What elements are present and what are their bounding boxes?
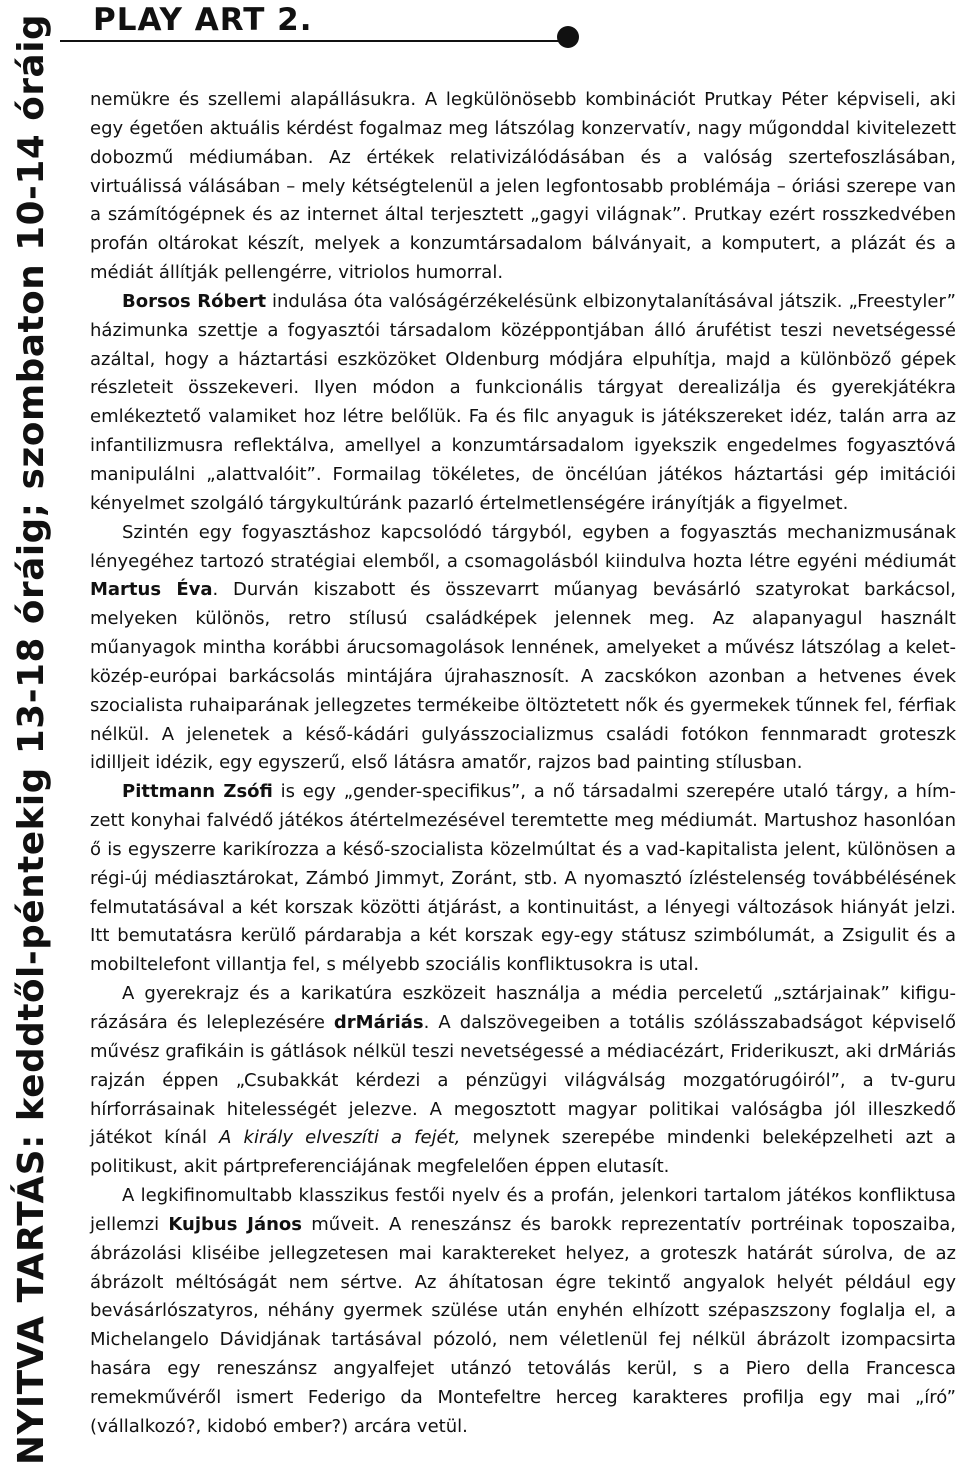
paragraph-6: A legkifinomultabb klasszikus festői nyelv és a profán, jelenkori tartalom játékos konfliktusa jellemzi Kujbus János műveit. A reneszánsz és barokk reprezentatív portréinak toposzaiba, ábrázolási kliséibe jellegzetesen mai karaktereket helyez, a groteszk határát súrolva, de az ábrázolt méltóságát nem sértve. Az áhítatosan égre tekintő angyalok helyét például egy bevásárlószatyros, néhány gyermek szülése után enyhén elhízott szépaszszony foglalja el, a Michelangelo Dávidjának tartásával pózoló, nem véletlenül fej nélkül ábrázolt izompacsirta hasára egy reneszánsz angyalfejet utánzó tetoválás kerül, s a Piero della Francesca remekművéről ismert Federigo da Montefeltre herceg karakteres profilja egy mai „író” (vállalkozó?, kidobó ember?) arcára vetül.: [90, 1185, 956, 1437]
artwork-title: A király elveszíti a fejét,: [219, 1127, 461, 1149]
paragraph-1: nemükre és szellemi alapállásukra. A legkülönösebb kombinációt Prutkay Péter képviseli, aki egy égetően aktuális kérdést fogalmaz meg látszólag konzervatív, nagy műgonddal kivitelezett dobozmű médiumában. Az értékek relativizálódásában és a valóság szertefoszlásában, virtuálissá válásában – mely kétségtelenül a jelen legfontosabb problémája – óriási szerepe van a számítógépnek és az internet által terjesztett „gagyi világnak”. Prutkay ezért rosszkedvében profán oltárokat készít, melyek a konzumtársadalom bálványait, a komputert, a plázát és a médiát állítják pellengérre, vitriolos humorral.: [90, 89, 956, 284]
header-rule: [60, 40, 568, 42]
artist-name: Kujbus János: [168, 1213, 302, 1235]
paragraph-3: Szintén egy fogyasztáshoz kapcsolódó tárgyból, egyben a fogyasztás mechanizmusának lényegéhez tartozó stratégiai elemből, a csomagolásból kiindulva hozta létre egyéni médiumát Martus Éva. Durván kiszabott és összevarrt műanyag bevásárló szatyrokat barkácsol, melyeken különös, retro stílusú családképek jelennek meg. Az alapanyagul használt műanyagok mintha korábbi árucsomagolások lennének, amelyeket a művész látszólag a kelet-közép-európai barkácsolás mintájára újrahasznosít. A zacskókon azonban a hetvenes évek szocialista ruhaiparának jellegzetes termékeibe öltöztetett nők és gyermekek tűnnek fel, férfiak nélkül. A jelenetek a késő-kádári gulyásszocializmus családi fotókon fennmaradt groteszk idilljeit idézik, egy egyszerű, első látásra amatőr, rajzos bad painting stílusban.: [90, 521, 956, 774]
article-body: [90, 86, 956, 1442]
paragraph-4: Pittmann Zsófi is egy „gender-specifikus”, a nő társadalmi szerepére utaló tárgy, a hímzett konyhai falvédő játékos átértelmezésével teremtette meg médiumát. Martushoz hasonlóan ő is egyszerre karikírozza a késő-szocialista közelmúltat és a vad-kapitalista jelent, különösen a régi-új médiasztárokat, Zámbó Jimmyt, Zoránt, stb. A nyomasztó ízléstelenség továbbélésének felmutatásával a két korszak közötti átjárást, a kontinuitást, a lényegi változások hiányát jelzi. Itt bemutatásra kerülő párdarabja a két korszak egy-egy státusz szimbólumát, a Zsigulit és a mobiltelefont villantja fel, s mélyebb szociális konfliktusokra is utal.: [90, 781, 956, 976]
artist-name: Borsos Róbert: [122, 290, 267, 312]
artist-name: drMáriás: [333, 1012, 424, 1033]
artist-name: Martus Éva: [90, 579, 213, 601]
side-banner: [0, 0, 60, 1473]
header-dot: [557, 26, 579, 48]
opening-hours-banner: NYITVA TARTÁS: keddtől-péntekig 13-18 óráig; szombaton 10-14 óráig: [11, 13, 52, 1465]
artist-name: Pittmann Zsófi: [122, 781, 273, 803]
paragraph-2: Borsos Róbert indulása óta valóságérzékelésünk elbizonytalanításával játszik. „Freestyler” házimunka szettje a fogyasztói társadalom középpontjában álló árufétist teszi nevetségessé azáltal, hogy a háztartási eszközöket Oldenburg módjára elpuhítja, majd a különböző gépek részleteit összekeveri. Ilyen módon a funkcionális tárgyat derealizálja és gyerekjátékra emlékeztető valamiket hoz létre belőlük. Fa és filc anyaguk is játékszereket idéz, talán arra az infantilizmusra reflektálva, amellyel a konzumtársadalom igyekszik engedelmes fogyasztóvá manipulálni „alattvalóit”. Formailag tökéletes, de öncélúan játékos háztartási gép imitációi kényelmet szolgáló tárgykultúránk pazarló értelmetlenségére irányítják a figyelmet.: [90, 290, 956, 514]
paragraph-5: A gyerekrajz és a karikatúra eszközeit használja a média perceletű „sztárjainak” kifigurázására és leleplezésére drMáriás. A dalszövegeiben a totális szólásszabadságot képviselő művész grafikáin is gátlások nélkül teszi nevetségessé a médiacézárt, Friderikuszt, aki drMáriás rajzán éppen „Csubakkát kérdezi a pénzügyi világválság mozgatórugóiról”, a tv-guru hírforrásainak hitelességét jelezve. A megosztott magyar politikai valóságba jól illeszkedő játékot kínál A király elveszíti a fejét, melynek szerepébe mindenki beleképzelheti azt a politikust, akit pártpreferenciájának megfelelően éppen elutasít.: [90, 983, 956, 1178]
page-title: PLAY ART 2.: [93, 2, 313, 38]
